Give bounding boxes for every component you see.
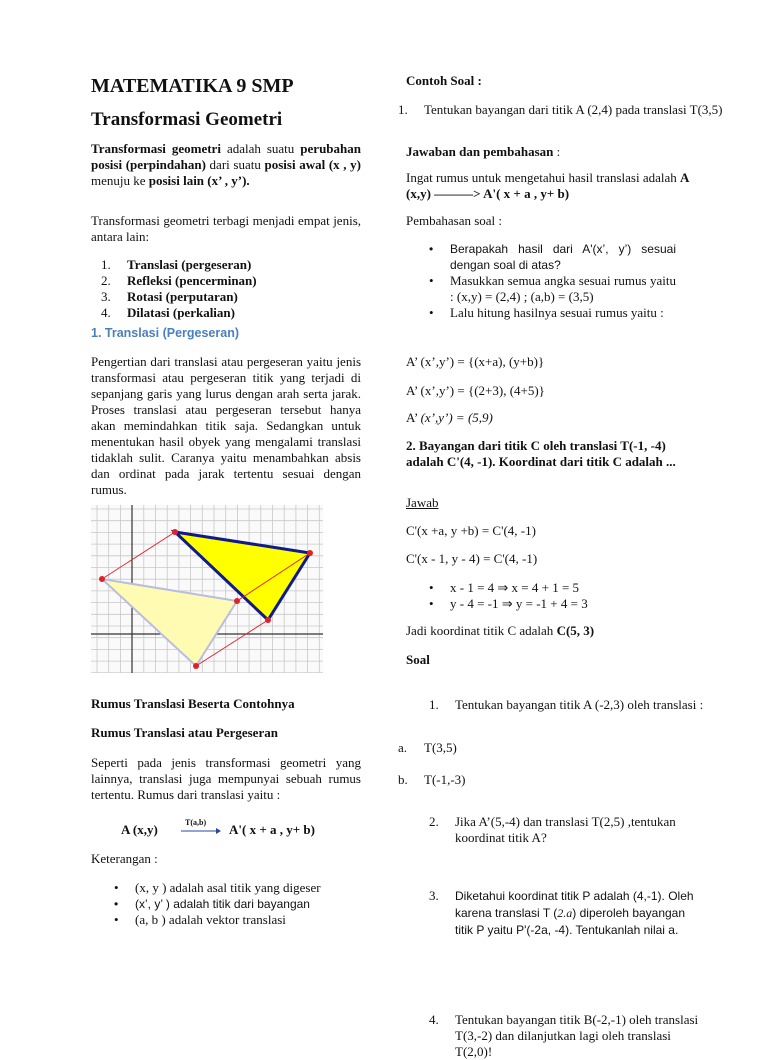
equation-2: A’ (x’,y’) = {(2+3), (4+5)} <box>406 383 545 398</box>
soal-text-part: 2.a <box>557 906 573 920</box>
intro-bold: perubahan posisi (perpindahan) <box>91 141 361 172</box>
list-label: Dilatasi (perkalian) <box>127 305 235 320</box>
c-equation-1: C'(x +a, y +b) = C'(4, -1) <box>406 523 536 538</box>
list-item: • y - 4 = -1 ⇒ y = -1 + 4 = 3 <box>424 596 676 612</box>
list-item <box>101 305 371 321</box>
list-number: 1. <box>398 102 408 117</box>
soal-text: T(-1,-3) <box>424 772 466 787</box>
list-label: Rotasi (perputaran) <box>127 289 238 304</box>
soal-text: Tentukan bayangan dari titik A (2,4) pada translasi T(3,5) <box>424 102 723 117</box>
list-label: Refleksi (pencerminan) <box>127 273 257 288</box>
heading-text: Contoh Soal : <box>406 73 482 88</box>
soal-text: 2. Bayangan dari titik C oleh translasi T(-1, -4) adalah C'(4, -1). Koordinat dari titik C adalah ... <box>406 438 676 469</box>
soal-item-3 <box>429 888 705 939</box>
soal-text-part: Diketahui koordinat titik P adalah (4,-1). Oleh karena translasi T ( <box>455 889 694 920</box>
ingat-text: Ingat rumus untuk mengetahui hasil translasi adalah <box>406 170 677 185</box>
list-number: 1. <box>429 697 439 712</box>
colon: : <box>553 144 561 159</box>
page-title: MATEMATIKA 9 SMP <box>91 75 294 97</box>
soal-item-1a <box>398 740 704 756</box>
soal-item-4 <box>429 1012 705 1060</box>
c-equation-2: C'(x - 1, y - 4) = C'(4, -1) <box>406 551 538 566</box>
intro-term: Transformasi geometri <box>91 141 221 156</box>
soal-heading <box>406 652 430 668</box>
list-item <box>101 273 371 289</box>
jawaban-heading <box>406 144 560 160</box>
list-item: • (x, y ) adalah asal titik yang digeser <box>109 880 369 896</box>
contoh-soal-1 <box>398 102 724 118</box>
rumus-heading-1 <box>91 696 295 712</box>
list-letter: a. <box>398 740 408 755</box>
list-number: 4. <box>101 305 111 320</box>
list-number: 3. <box>101 289 111 304</box>
soal-text: Jika A’(5,-4) dan translasi T(2,5) ,tentukan koordinat titik A? <box>455 814 676 845</box>
list-item: • Masukkan semua angka sesuai rumus yaitu : (x,y) = (2,4) ; (a,b) = (3,5) <box>424 273 676 305</box>
list-item: • Lalu hitung hasilnya sesuai rumus yaitu : <box>424 305 676 321</box>
list-number: 3. <box>429 888 439 903</box>
list-label: Translasi (pergeseran) <box>127 257 252 272</box>
c-steps-list <box>424 580 676 612</box>
soal-text: Tentukan bayangan titik A (-2,3) oleh translasi : <box>455 697 704 712</box>
formula-block <box>121 818 371 842</box>
soal-text <box>455 889 694 937</box>
formula-right: A'( x + a , y+ b) <box>229 822 315 837</box>
page-subtitle: Transformasi Geometri <box>91 109 283 130</box>
ingat-formula: A (x,y) ———> A'( x + a , y+ b) <box>406 170 689 201</box>
section-heading-translasi: 1. Translasi (Pergeseran) <box>91 326 239 340</box>
soal-item-1b <box>398 772 704 788</box>
eq-result: (x’,y’) = (5,9) <box>420 410 493 425</box>
jadi-line <box>406 623 594 639</box>
heading-text: Rumus Translasi atau Pergeseran <box>91 725 278 740</box>
jadi-text: Jadi koordinat titik C adalah <box>406 623 557 638</box>
jenis-list <box>101 257 371 321</box>
pengertian-paragraph: Pengertian dari translasi atau pergeseran yaitu jenis transformasi atau pergeseran titik yang terjadi di sepanjang garis yang lurus dengan arah serta jarak. Proses translasi atau pergeseran tersebut hanya akan memindahkan titik saja. Sedangkan untuk menentukan hasil obyek yang mengalami translasi tidaklah sulit. Caranya yaitu menambahkan absis dan ordinat pada jarak tertentu sesuai dengan rumus. <box>91 354 361 497</box>
pembahasan-label: Pembahasan soal : <box>406 213 503 228</box>
intro-text: menuju ke <box>91 173 146 188</box>
list-number: 2. <box>101 273 111 288</box>
list-item: • Berapakah hasil dari A'(x’, y’) sesuai dengan soal di atas? <box>424 241 676 273</box>
ingat-paragraph <box>406 170 696 202</box>
heading-text: Soal <box>406 652 430 667</box>
arrow-icon <box>181 828 221 834</box>
list-number: 2. <box>429 814 439 829</box>
keterangan-list <box>109 880 369 928</box>
formula-arrow-label: T(a,b) <box>185 818 207 827</box>
list-item: • x - 1 = 4 ⇒ x = 4 + 1 = 5 <box>424 580 676 596</box>
heading-text: Rumus Translasi Beserta Contohnya <box>91 696 295 711</box>
right-column <box>374 0 723 1059</box>
list-item: • (a, b ) adalah vektor translasi <box>109 912 369 928</box>
soal-text: T(3,5) <box>424 740 457 755</box>
jadi-answer: C(5, 3) <box>556 623 595 638</box>
rumus-paragraph: Seperti pada jenis transformasi geometri yang lainnya, translasi juga mempunyai sebuah rumus tertentu. Rumus dari translasi yaitu : <box>91 755 361 802</box>
equation-1: A’ (x’,y’) = {(x+a), (y+b)} <box>406 354 545 369</box>
list-letter: b. <box>398 772 408 787</box>
keterangan-label: Keterangan : <box>91 851 158 866</box>
list-item <box>101 289 371 305</box>
list-number: 1. <box>101 257 111 272</box>
rumus-heading-2 <box>91 725 278 741</box>
equation-3 <box>406 410 493 426</box>
soal-text: Tentukan bayangan titik B(-2,-1) oleh translasi T(3,-2) dan dilanjutkan lagi oleh translasi T(2,0)! <box>455 1012 699 1059</box>
contoh-heading <box>406 73 482 89</box>
heading-text: Jawaban dan pembahasan <box>406 144 554 159</box>
jenis-intro: Transformasi geometri terbagi menjadi empat jenis, antara lain: <box>91 213 361 244</box>
soal-item-2 <box>429 814 705 846</box>
intro-paragraph <box>91 141 361 189</box>
soal-item-1 <box>429 697 705 713</box>
jawab-label: Jawab <box>406 495 439 510</box>
list-item: • (x’, y’ ) adalah titik dari bayangan <box>109 896 369 912</box>
formula-left: A (x,y) <box>121 822 158 837</box>
translation-graph <box>91 505 323 673</box>
soal-text-part: ) diperoleh bayangan titik P yaitu P'(-2a, -4). Tentukanlah nilai a. <box>455 906 686 937</box>
list-number: 4. <box>429 1012 439 1027</box>
contoh-soal-2 <box>406 438 696 470</box>
intro-bold: posisi awal (x , y) <box>264 157 362 172</box>
list-item <box>101 257 371 273</box>
pembahasan-list <box>424 241 676 321</box>
intro-bold: posisi lain (x’ , y’). <box>148 173 250 188</box>
intro-text: adalah suatu <box>226 141 295 156</box>
eq-prefix: A’ <box>406 410 421 425</box>
intro-text: dari suatu <box>209 157 261 172</box>
